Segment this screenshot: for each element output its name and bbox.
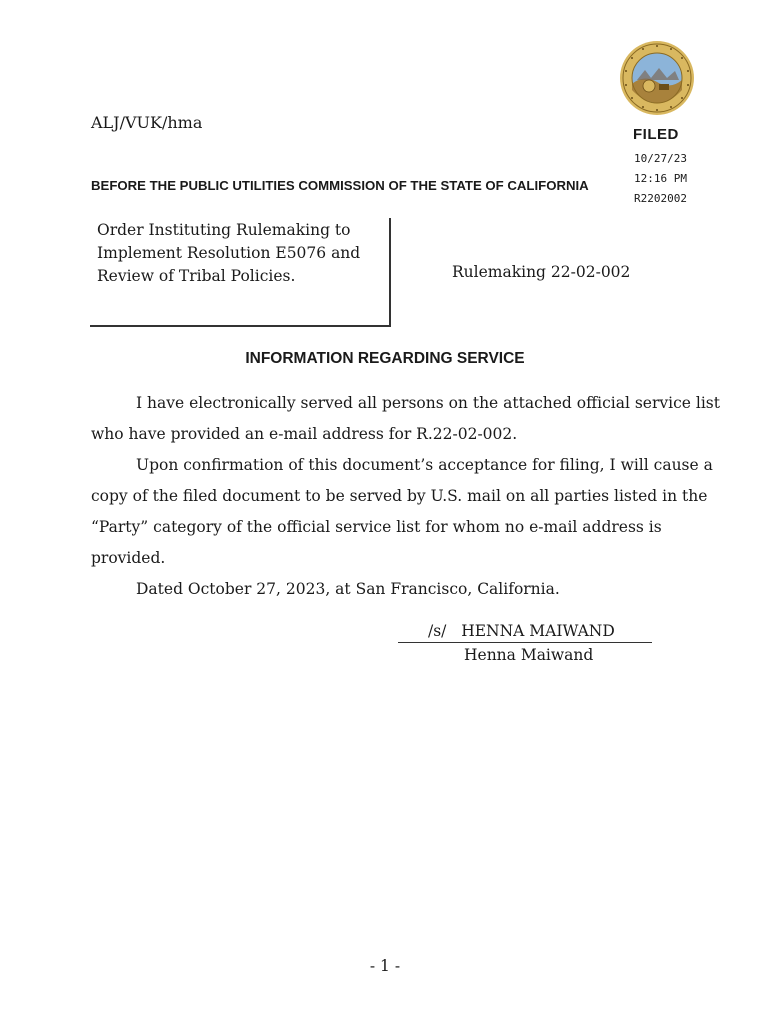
docket-code: ALJ/VUK/hma [91, 113, 203, 132]
body-line: “Party” category of the official service list for whom no e-mail address is [91, 518, 662, 536]
state-seal-icon [619, 40, 695, 116]
commission-heading: BEFORE THE PUBLIC UTILITIES COMMISSION OF THE STATE OF CALIFORNIA [91, 178, 589, 193]
signature-signed-name: HENNA MAIWAND [461, 622, 615, 640]
filed-stamp-label: FILED [633, 126, 679, 143]
filed-stamp-docket: R2202002 [634, 192, 687, 205]
caption-line: Implement Resolution E5076 and [97, 244, 361, 262]
body-line: I have electronically served all persons on the attached official service list [136, 394, 720, 412]
body-line: Upon confirmation of this document’s acceptance for filing, I will cause a [136, 456, 713, 474]
caption-line: Review of Tribal Policies. [97, 267, 296, 285]
signature-slash: /s/ [428, 622, 447, 640]
section-title: INFORMATION REGARDING SERVICE [245, 350, 525, 367]
body-line: Dated October 27, 2023, at San Francisco, California. [136, 580, 560, 598]
body-line: who have provided an e-mail address for R.22-02-002. [91, 425, 518, 443]
body-line: provided. [91, 549, 166, 567]
body-line: copy of the filed document to be served by U.S. mail on all parties listed in the [91, 487, 708, 505]
proceeding-number: Rulemaking 22-02-002 [452, 263, 631, 281]
signature-line [428, 622, 615, 640]
caption-line: Order Instituting Rulemaking to [97, 221, 351, 239]
signatory-name: Henna Maiwand [464, 646, 594, 664]
filed-stamp-time: 12:16 PM [634, 172, 687, 185]
filed-stamp-date: 10/27/23 [634, 152, 687, 165]
page-number: - 1 - [369, 957, 401, 975]
signature-rule [398, 642, 652, 643]
